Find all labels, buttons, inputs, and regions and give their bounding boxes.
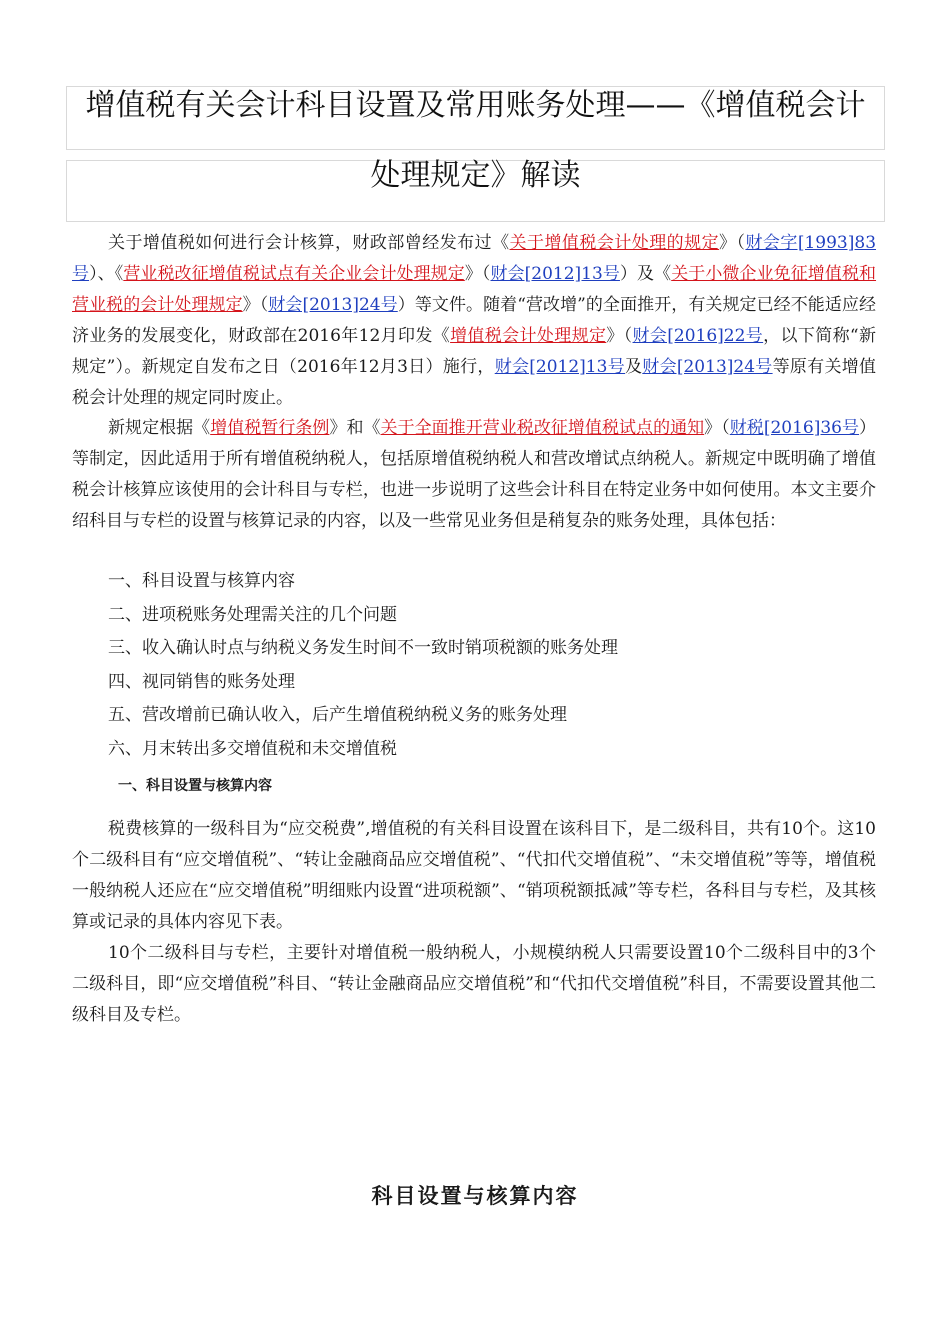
scope-paragraph xyxy=(72,413,876,537)
text-run: ）及《 xyxy=(619,264,672,284)
text-run: 》（ xyxy=(719,233,746,253)
link-regulation-6[interactable]: 关于全面推开营业税改征增值税试点的通知 xyxy=(380,418,705,438)
page-title-line1: 增值税有关会计科目设置及常用账务处理——《增值税会计 xyxy=(85,88,866,123)
small-taxpayer-paragraph: 10个二级科目与专栏，主要针对增值税一般纳税人，小规模纳税人只需要设置10个二级科目中的3个二级科目，即“应交增值税”科目、“转让金融商品应交增值税”和“代扣代交增值税”科目，不需要设置其他二级科目及专栏。 xyxy=(72,943,876,1025)
text-run: 及 xyxy=(625,357,643,377)
link-regulation-2[interactable]: 营业税改征增值税试点有关企业会计处理规定 xyxy=(123,264,465,284)
list-item: 六、月末转出多交增值税和未交增值税 xyxy=(108,739,397,759)
link-regulation-3[interactable]: 关于小微企业免征增值税和营业税的会计处理规定 xyxy=(72,264,877,315)
list-item: 三、收入确认时点与纳税义务发生时间不一致时销项税额的账务处理 xyxy=(108,638,618,658)
text-run: 等原有关增值税会计处理的规定同时废止。 xyxy=(72,357,877,408)
link-doc-1993-83[interactable]: 财会字[1993]83号 xyxy=(72,233,877,284)
link-doc-2016-22[interactable]: 财会[2016]22号 xyxy=(632,326,764,346)
text-run: ，以下简称“新规定”）。新规定自发布之日（2016年12月3日）施行， xyxy=(72,326,876,377)
text-run: 》（ xyxy=(242,295,269,315)
link-doc-2012-13[interactable]: 财会[2012]13号 xyxy=(490,264,620,284)
text-run: 》（ xyxy=(606,326,633,346)
page-title-line2: 处理规定》解读 xyxy=(370,158,581,193)
link-doc-2012-13-b[interactable]: 财会[2012]13号 xyxy=(494,357,625,377)
link-doc-2013-24-b[interactable]: 财会[2013]24号 xyxy=(642,357,773,377)
link-regulation-5[interactable]: 增值税暂行条例 xyxy=(210,418,330,438)
text-run: 关于增值税如何进行会计核算，财政部曾经发布过《 xyxy=(108,233,510,253)
section-heading: 一、科目设置与核算内容 xyxy=(118,778,272,794)
link-regulation-4[interactable]: 增值税会计处理规定 xyxy=(450,326,607,346)
list-item: 四、视同销售的账务处理 xyxy=(108,672,295,692)
list-item: 一、科目设置与核算内容 xyxy=(108,571,295,591)
text-run: ）、《 xyxy=(89,264,124,284)
link-doc-2013-24[interactable]: 财会[2013]24号 xyxy=(268,295,398,315)
list-item: 二、进项税账务处理需关注的几个问题 xyxy=(108,605,397,625)
intro-paragraph xyxy=(72,228,876,414)
text-run: 》和《 xyxy=(329,418,381,438)
list-item: 五、营改增前已确认收入，后产生增值税纳税义务的账务处理 xyxy=(108,705,567,725)
text-run: 》（ xyxy=(704,418,730,438)
table-title: 科目设置与核算内容 xyxy=(371,1183,579,1208)
text-run: ）等制定，因此适用于所有增值税纳税人，包括原增值税纳税人和营改增试点纳税人。新规定中既明确了增值税会计核算应该使用的会计科目与专栏，也进一步说明了这些会计科目在特定业务中如何使用。本文主要介绍科目与专栏的设置与核算记录的内容，以及一些常见业务但是稍复杂的账务处理，具体包括： xyxy=(72,418,877,531)
link-regulation-1[interactable]: 关于增值税会计处理的规定 xyxy=(509,233,720,253)
text-run: 》（ xyxy=(464,264,491,284)
text-run: 新规定根据《 xyxy=(108,418,211,438)
accounts-paragraph: 税费核算的一级科目为“应交税费”,增值税的有关科目设置在该科目下，是二级科目，共有10个。这10个二级科目有“应交增值税”、“转让金融商品应交增值税”、“代扣代交增值税”、“未交增值税”等等，增值税一般纳税人还应在“应交增值税”明细账内设置“进项税额”、“销项税额抵减”等专栏，各科目与专栏，及其核算或记录的具体内容见下表。 xyxy=(72,819,876,932)
link-doc-2016-36[interactable]: 财税[2016]36号 xyxy=(729,418,860,438)
text-run: ）等文件。随着“营改增”的全面推开，有关规定已经不能适应经济业务的发展变化，财政部在2016年12月印发《 xyxy=(72,295,876,346)
